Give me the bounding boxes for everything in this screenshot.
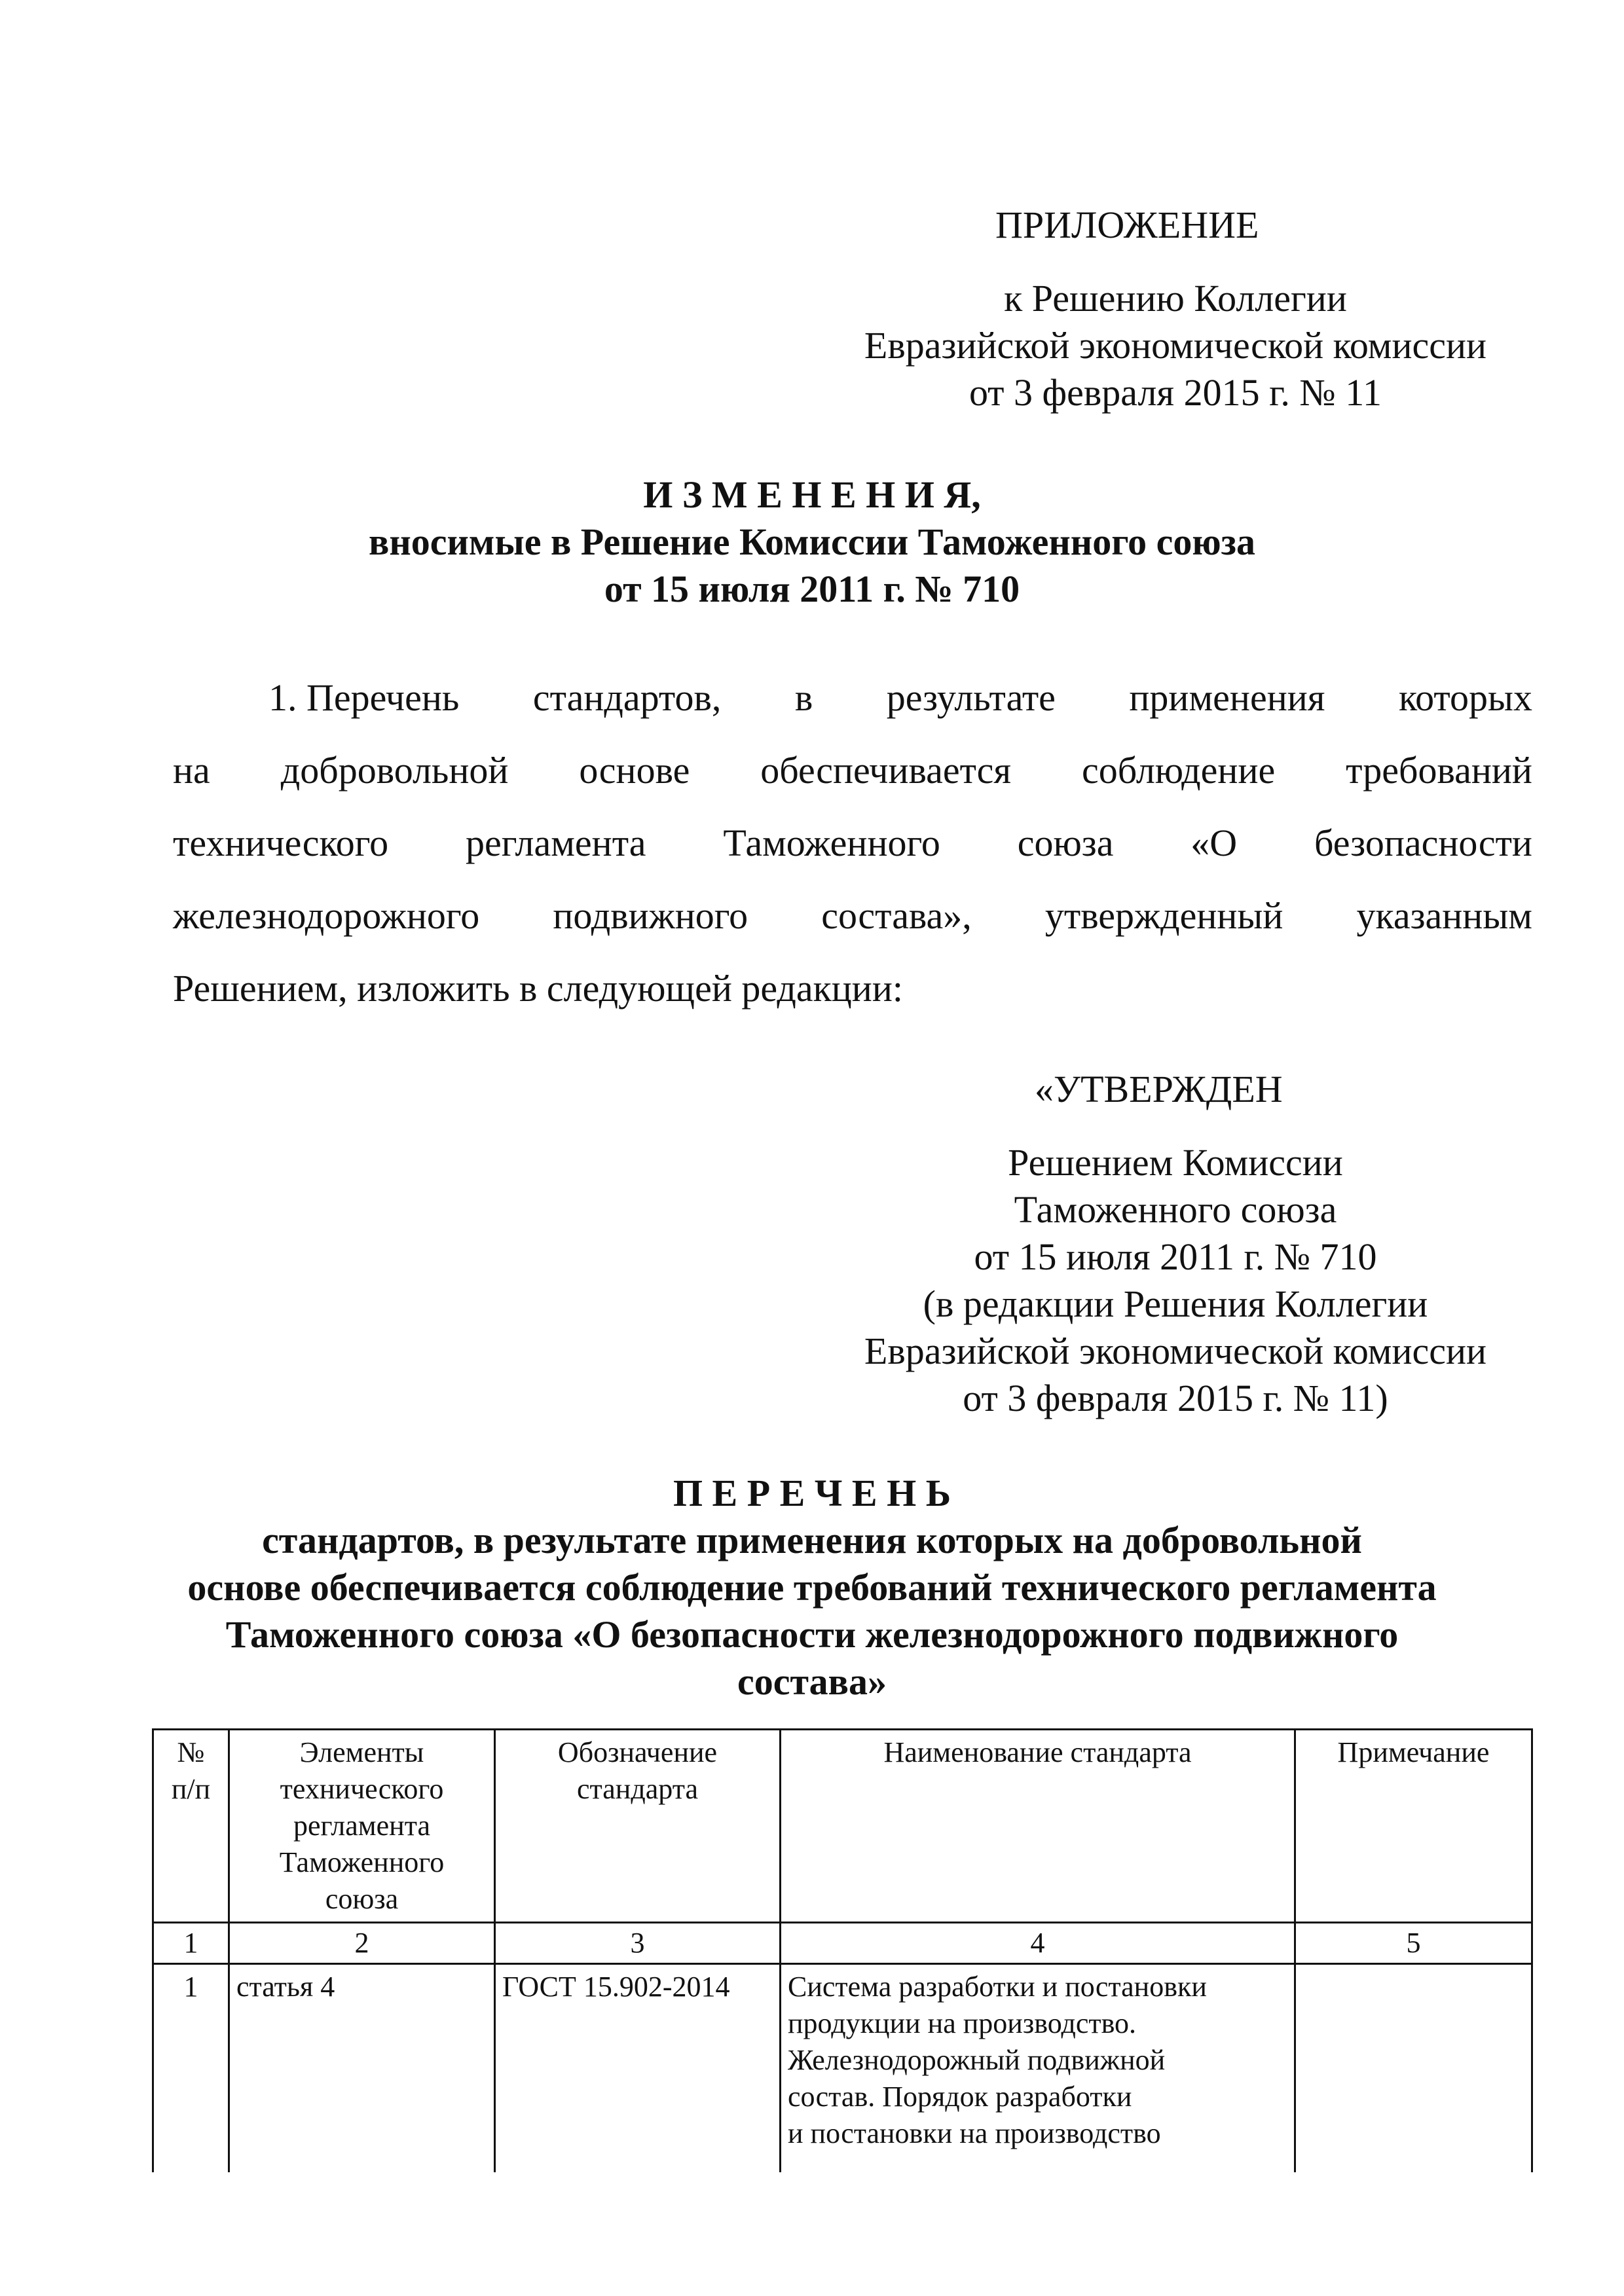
row-standard-name bbox=[781, 1964, 1295, 2173]
word: результате bbox=[886, 676, 1056, 719]
changes-title-line: вносимые в Решение Комиссии Таможенного союза bbox=[369, 520, 1255, 563]
word: технического bbox=[173, 822, 389, 864]
word: указанным bbox=[1356, 894, 1532, 937]
word: 1. Перечень bbox=[268, 676, 460, 719]
standards-table bbox=[152, 1728, 1533, 2172]
header-text: технического bbox=[280, 1773, 444, 1805]
column-number: 4 bbox=[781, 1923, 1295, 1964]
standard-name-line: Железнодорожный подвижной bbox=[788, 2044, 1166, 2076]
standard-name-line: состав. Порядок разработки bbox=[788, 2081, 1132, 2113]
header-text: Элементы bbox=[299, 1736, 424, 1768]
approved-heading: «УТВЕРЖДЕН bbox=[1035, 1068, 1283, 1110]
approved-line: Решением Комиссии bbox=[1008, 1141, 1343, 1184]
header-standard-name bbox=[781, 1730, 1295, 1923]
word: стандартов, bbox=[532, 676, 722, 719]
appendix-reference bbox=[812, 275, 1539, 416]
word: утвержденный bbox=[1044, 894, 1283, 937]
standard-name-line: Система разработки и постановки bbox=[788, 1971, 1207, 2003]
word: состава», bbox=[821, 894, 972, 937]
header-text: п/п bbox=[171, 1773, 211, 1805]
list-title-line: состава» bbox=[737, 1660, 887, 1703]
word: которых bbox=[1398, 676, 1532, 719]
changes-title-heading: И З М Е Н Е Н И Я, bbox=[643, 473, 981, 516]
appendix-line: к Решению Коллегии bbox=[1004, 277, 1347, 319]
word: железнодорожного bbox=[173, 894, 480, 937]
column-number-row bbox=[153, 1923, 1532, 1964]
row-element: статья 4 bbox=[229, 1964, 495, 2173]
header-text: Примечание bbox=[1337, 1736, 1490, 1768]
word: подвижного bbox=[553, 894, 748, 937]
word: Таможенного bbox=[723, 822, 940, 864]
paragraph-line bbox=[173, 734, 1532, 807]
column-number: 3 bbox=[495, 1923, 781, 1964]
word: обеспечивается bbox=[760, 749, 1012, 792]
list-title-line: стандартов, в результате применения которых на добровольной bbox=[262, 1519, 1362, 1561]
approved-line: Таможенного союза bbox=[1014, 1188, 1337, 1231]
word: основе bbox=[579, 749, 690, 792]
list-title-heading: П Е Р Е Ч Е Н Ь bbox=[673, 1472, 951, 1514]
list-title-line: Таможенного союза «О безопасности железнодорожного подвижного bbox=[225, 1613, 1399, 1656]
header-elements bbox=[229, 1730, 495, 1923]
appendix-line: Евразийской экономической комиссии bbox=[864, 324, 1487, 367]
word: требований bbox=[1346, 749, 1532, 792]
word: в bbox=[794, 676, 813, 719]
approved-line: Евразийской экономической комиссии bbox=[864, 1330, 1487, 1372]
header-number bbox=[153, 1730, 229, 1923]
table-header-row bbox=[153, 1730, 1532, 1923]
header-note bbox=[1295, 1730, 1532, 1923]
paragraph-line bbox=[173, 807, 1532, 879]
paragraph-last-line: Решением, изложить в следующей редакции: bbox=[173, 967, 903, 1010]
word: применения bbox=[1129, 676, 1325, 719]
paragraph-line bbox=[173, 661, 1532, 734]
appendix-line: от 3 февраля 2015 г. № 11 bbox=[969, 371, 1382, 414]
standard-name-line: и постановки на производство bbox=[788, 2117, 1161, 2149]
approved-line: от 15 июля 2011 г. № 710 bbox=[974, 1235, 1377, 1278]
word: на bbox=[173, 749, 210, 792]
approved-line: (в редакции Решения Коллегии bbox=[923, 1283, 1428, 1325]
word: добровольной bbox=[280, 749, 509, 792]
header-text: № bbox=[177, 1736, 205, 1768]
header-text: союза bbox=[325, 1883, 399, 1915]
paragraph-line bbox=[173, 879, 1532, 952]
body-paragraph bbox=[173, 661, 1532, 1025]
table-row bbox=[153, 1964, 1532, 2173]
header-text: стандарта bbox=[576, 1773, 698, 1805]
changes-title-line: от 15 июля 2011 г. № 710 bbox=[604, 568, 1020, 610]
header-text: Наименование стандарта bbox=[883, 1736, 1192, 1768]
list-title-line: основе обеспечивается соблюдение требований технического регламента bbox=[187, 1566, 1437, 1609]
column-number: 5 bbox=[1295, 1923, 1532, 1964]
header-text: регламента bbox=[293, 1810, 431, 1842]
header-text: Обозначение bbox=[557, 1736, 718, 1768]
appendix-label: ПРИЛОЖЕНИЕ bbox=[995, 204, 1259, 246]
word: безопасности bbox=[1314, 822, 1532, 864]
word: союза bbox=[1017, 822, 1114, 864]
word: регламента bbox=[465, 822, 646, 864]
column-number: 2 bbox=[229, 1923, 495, 1964]
column-number: 1 bbox=[153, 1923, 229, 1964]
standard-name-line: продукции на производство. bbox=[788, 2007, 1137, 2039]
list-title bbox=[157, 1470, 1467, 1705]
row-number: 1 bbox=[153, 1964, 229, 2173]
changes-title bbox=[157, 471, 1467, 613]
header-designation bbox=[495, 1730, 781, 1923]
word: соблюдение bbox=[1082, 749, 1276, 792]
word: «О bbox=[1190, 822, 1238, 864]
approved-line: от 3 февраля 2015 г. № 11) bbox=[963, 1377, 1388, 1419]
row-designation: ГОСТ 15.902-2014 bbox=[495, 1964, 781, 2173]
row-note bbox=[1295, 1964, 1532, 2173]
approved-block bbox=[812, 1139, 1539, 1422]
header-text: Таможенного bbox=[279, 1846, 445, 1878]
